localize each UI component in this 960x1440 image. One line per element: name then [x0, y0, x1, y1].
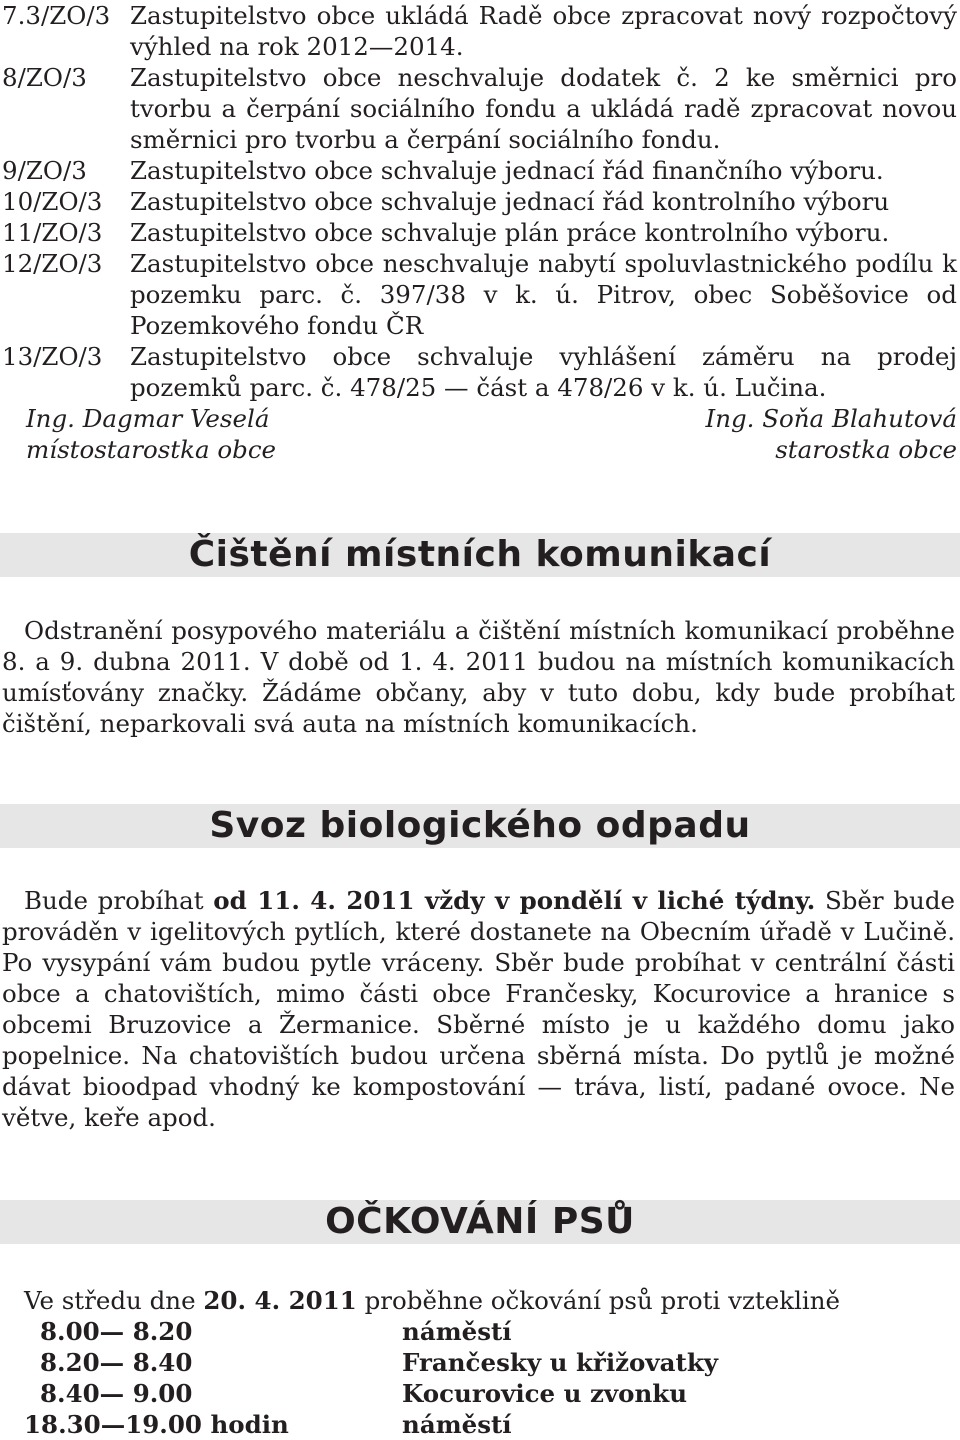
section-title: Svoz biologického odpadu: [209, 805, 751, 846]
signature-right-role: starostka obce: [775, 435, 957, 464]
schedule-row: [24, 1409, 954, 1440]
schedule-row: [24, 1378, 954, 1409]
section-heading-cisteni: [0, 533, 960, 577]
signature-names-row: [2, 403, 957, 434]
schedule-place: Frančesky u křižovatky: [402, 1348, 719, 1377]
section-body-svoz: [2, 885, 955, 1133]
resolution-number: 13/ZO/3: [2, 342, 103, 371]
resolution-text: Zastupitelstvo obce neschvaluje dodatek č. 2 ke směrnici pro tvorbu a čerpání sociálního fondu a ukládá radě zpracovat novou směrnici pro tvorbu a čerpání sociálního fondu.: [130, 63, 957, 154]
resolution-text: Zastupitelstvo obce schvaluje jednací řád finančního výboru.: [130, 156, 884, 185]
resolution-number: 8/ZO/3: [2, 63, 87, 92]
signature-left-name: Ing. Dagmar Veselá: [26, 404, 270, 433]
resolution-text: Zastupitelstvo obce schvaluje plán práce kontrolního výboru.: [130, 218, 890, 247]
schedule-time: 8.40— 9.00: [40, 1379, 193, 1408]
intro-pre: Ve středu dne: [24, 1286, 204, 1315]
paragraph-lead: Bude probíhat: [24, 886, 214, 915]
schedule-row: [24, 1347, 954, 1378]
resolution-item: [2, 248, 957, 341]
schedule-place: náměstí: [402, 1317, 512, 1346]
paragraph-text: Sběr bude prováděn v igelitových pytlích, které dostanete na Obecním úřadě v Lučině. Po vysypání vám budou pytle vráceny. Sběr bude probíhat v centrální části obce a chatovištích, mimo části obce Frančesky, Kocurovice a hranice s obcemi Bruzovice a Žermanice. Sběrné místo je u každého domu jako popelnice. Na chatovištích budou určena sběrná místa. Do pytlů je možné dávat bioodpad vhodný ke kompostování — tráva, listí, padané ovoce. Ne větve, keře apod.: [2, 886, 955, 1132]
resolution-number: 9/ZO/3: [2, 156, 87, 185]
resolution-number: 11/ZO/3: [2, 218, 103, 247]
section-heading-svoz: [0, 804, 960, 848]
resolution-item: [2, 341, 957, 403]
resolution-text: Zastupitelstvo obce ukládá Radě obce zpracovat nový rozpočtový výhled na rok 2012—2014.: [130, 1, 957, 61]
resolution-number: 10/ZO/3: [2, 187, 103, 216]
schedule-time: 8.20— 8.40: [40, 1348, 193, 1377]
section-body-cisteni: [2, 615, 955, 739]
resolution-item: [2, 155, 957, 186]
signature-roles-row: [2, 434, 957, 465]
paragraph-text: Odstranění posypového materiálu a čištění místních komunikací proběhne 8. a 9. dubna 2011. V době od 1. 4. 2011 budou na místních komunikacích umísťovány značky. Žádáme občany, aby v tuto dobu, kdy bude probíhat čištění, neparkovali svá auta na místních komunikacích.: [2, 616, 955, 738]
signature-left-role: místostarostka obce: [26, 435, 277, 464]
schedule-place: Kocurovice u zvonku: [402, 1379, 688, 1408]
resolution-number: 12/ZO/3: [2, 249, 103, 278]
section-title: Čištění místních komunikací: [188, 534, 772, 575]
signature-right-name: Ing. Soňa Blahutová: [705, 404, 957, 433]
resolution-text: Zastupitelstvo obce schvaluje jednací řád kontrolního výboru: [130, 187, 890, 216]
intro-date: 20. 4. 2011: [203, 1286, 357, 1315]
resolution-text: Zastupitelstvo obce schvaluje vyhlášení záměru na prodej pozemků parc. č. 478/25 — část a 478/26 v k. ú. Lučina.: [130, 342, 957, 402]
resolution-item: [2, 217, 957, 248]
section-title: OČKOVÁNÍ PSŮ: [325, 1201, 635, 1242]
paragraph-lead-bold: od 11. 4. 2011 vždy v pondělí v liché týdny.: [213, 886, 816, 915]
resolutions-list: [2, 0, 957, 465]
intro-post: proběhne očkování psů proti vzteklině: [356, 1286, 841, 1315]
resolution-text: Zastupitelstvo obce neschvaluje nabytí spoluvlastnického podílu k pozemku parc. č. 397/38 v k. ú. Pitrov, obec Soběšovice od Pozemkového fondu ČR: [130, 249, 957, 340]
vaccination-schedule: [24, 1316, 954, 1440]
resolution-item: [2, 62, 957, 155]
schedule-time: 18.30—19.00 hodin: [24, 1410, 289, 1439]
schedule-time: 8.00— 8.20: [40, 1317, 193, 1346]
resolution-number: 7.3/ZO/3: [2, 1, 111, 30]
schedule-place: náměstí: [402, 1410, 512, 1439]
resolution-item: [2, 186, 957, 217]
section-intro-ockovani: [2, 1285, 955, 1316]
section-heading-ockovani: [0, 1200, 960, 1244]
resolution-item: [2, 0, 957, 62]
schedule-row: [24, 1316, 954, 1347]
